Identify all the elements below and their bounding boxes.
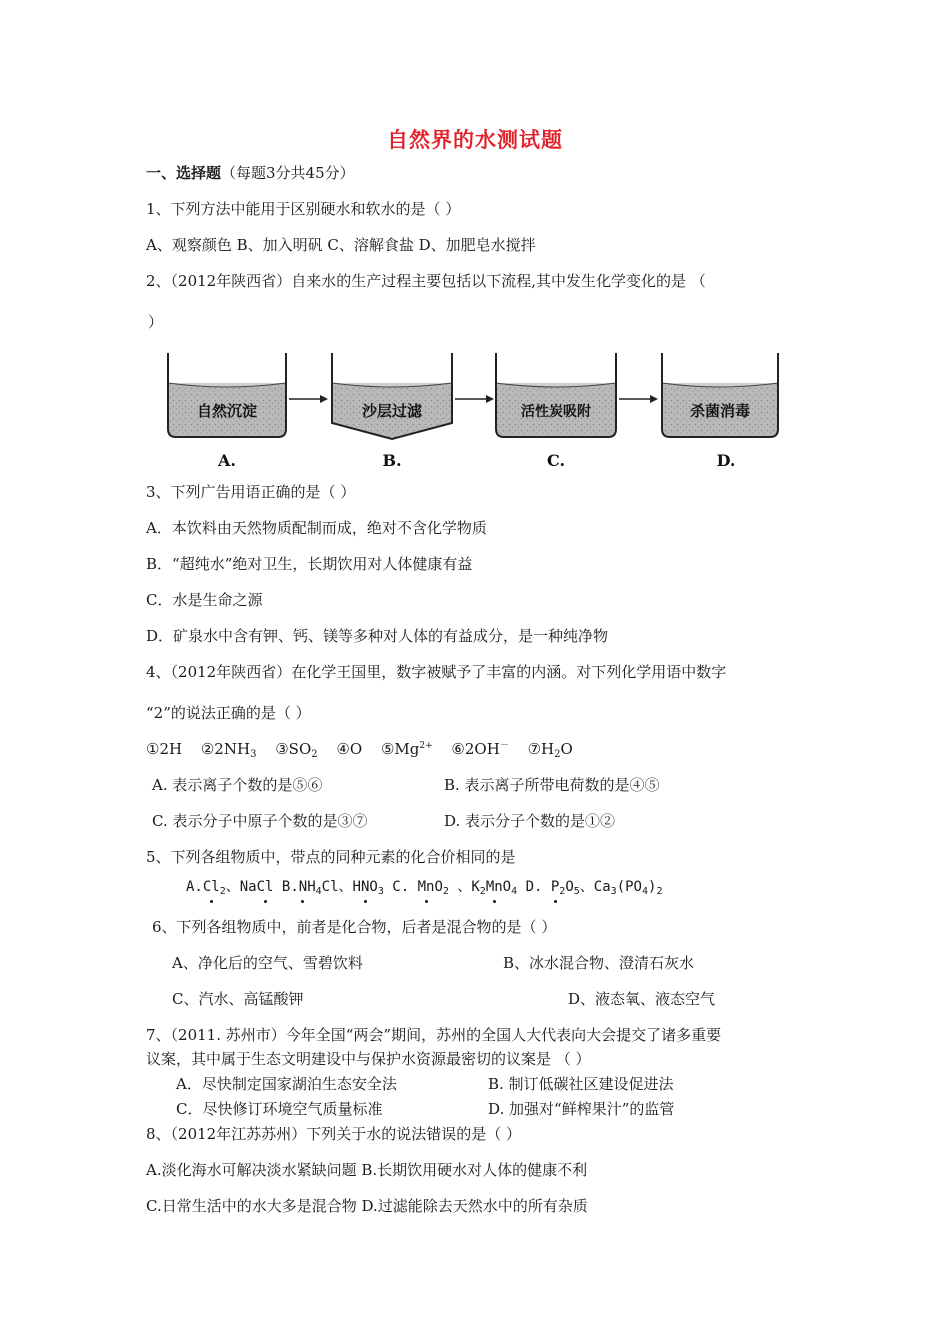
section-title: 一、选择题 [146, 164, 222, 182]
q4-chemical-terms [146, 739, 573, 762]
q8-options-cd: C.日常生活中的水大多是混合物 D.过滤能除去天然水中的所有杂质 [146, 1197, 588, 1215]
q6-option-d: D、液态氧、液态空气 [568, 990, 716, 1008]
q6-option-b: B、冰水混合物、澄清石灰水 [503, 954, 695, 972]
step-d-label: D. [716, 451, 736, 470]
arrow-bc [455, 395, 494, 403]
q4-option-a: A. 表示离子个数的是⑤⑥ [152, 776, 323, 794]
step-a-text: 自然沉淀 [196, 402, 258, 420]
q4-stem: 4、（2012年陕西省）在化学王国里，数字被赋予了丰富的内涵。对下列化学用语中数字 [146, 663, 727, 681]
q7-option-b: B. 制订低碳社区建设促进法 [488, 1075, 674, 1093]
term-4: ④O [336, 740, 363, 758]
beaker-c [496, 353, 616, 470]
step-a-label: A. [218, 451, 236, 470]
water-process-diagram [160, 345, 790, 475]
section-heading [146, 163, 355, 183]
term-7: $⑦H_2O$ [527, 740, 573, 760]
q5-stem: 5、下列各组物质中，带点的同种元素的化合价相同的是 [146, 848, 516, 866]
q8-stem: 8、（2012年江苏苏州）下列关于水的说法错误的是（ ） [146, 1125, 521, 1143]
q2-stem: 2、（2012年陕西省）自来水的生产过程主要包括以下流程,其中发生化学变化的是 （ [146, 272, 706, 290]
arrow-cd [619, 395, 658, 403]
q7-option-a: A．尽快制定国家湖泊生态安全法 [176, 1075, 397, 1093]
step-c-label: C. [546, 451, 566, 470]
q7-stem-cont: 议案，其中属于生态文明建设中与保护水资源最密切的议案是 （ ） [146, 1050, 591, 1068]
arrow-ab [289, 395, 328, 403]
q3-option-c: C．水是生命之源 [146, 591, 263, 609]
q7-option-d: D. 加强对“鲜榨果汁”的监管 [488, 1100, 675, 1118]
term-2: $②2NH_3$ [200, 740, 257, 760]
term-1: ①2H [146, 740, 183, 758]
beaker-d [662, 353, 778, 470]
q1-options: A、观察颜色 B、加入明矾 C、溶解食盐 D、加肥皂水搅拌 [146, 236, 536, 254]
q5-options: $A.Cl_2$、NaCl $B.NH_4Cl$、$HNO_3$ C. MnO$_2$ 、$K_2MnO_4$ D. $P_2O_5$、$Ca_3(PO_4)_2$ [186, 879, 663, 897]
q1-stem: 1、下列方法中能用于区别硬水和软水的是（ ） [146, 200, 461, 218]
q6-stem: 6、下列各组物质中，前者是化合物，后者是混合物的是（ ） [152, 918, 557, 936]
q7-stem: 7、（2011. 苏州市）今年全国“两会”期间，苏州的全国人大代表向大会提交了诸多重要 [146, 1026, 722, 1044]
q7-option-c: C．尽快修订环境空气质量标准 [176, 1100, 383, 1118]
q4-option-b: B. 表示离子所带电荷数的是④⑤ [444, 776, 660, 794]
q3-option-a: A．本饮料由天然物质配制而成，绝对不含化学物质 [146, 519, 487, 537]
step-b-text: 沙层过滤 [361, 402, 423, 420]
term-6: ⑥2OH－ [451, 740, 509, 758]
page-title: 自然界的水测试题 [387, 128, 563, 152]
q6-option-c: C、汽水、高锰酸钾 [172, 990, 304, 1008]
step-c-text: 活性炭吸附 [521, 404, 591, 420]
q3-option-b: B．“超纯水”绝对卫生，长期饮用对人体健康有益 [146, 555, 473, 573]
q8-options-ab: A.淡化海水可解决淡水紧缺问题 B.长期饮用硬水对人体的健康不利 [146, 1161, 588, 1179]
beaker-a [168, 353, 286, 470]
q4-stem-cont: “2”的说法正确的是（ ） [146, 704, 311, 722]
beaker-b [332, 353, 452, 470]
term-5: $⑤Mg^{2+}$ [380, 740, 433, 758]
term-3: $③SO_2$ [275, 740, 318, 760]
step-d-text: 杀菌消毒 [689, 402, 751, 420]
q4-option-c: C. 表示分子中原子个数的是③⑦ [152, 812, 368, 830]
q6-option-a: A、净化后的空气、雪碧饮料 [172, 954, 363, 972]
q3-option-d: D．矿泉水中含有钾、钙、镁等多种对人体的有益成分，是一种纯净物 [146, 627, 609, 645]
q2-stem-end: ） [148, 313, 164, 331]
section-note: （每题3分共45分） [221, 164, 355, 182]
q3-stem: 3、下列广告用语正确的是（ ） [146, 483, 356, 501]
q4-option-d: D. 表示分子个数的是①② [444, 812, 616, 830]
step-b-label: B. [382, 451, 402, 470]
